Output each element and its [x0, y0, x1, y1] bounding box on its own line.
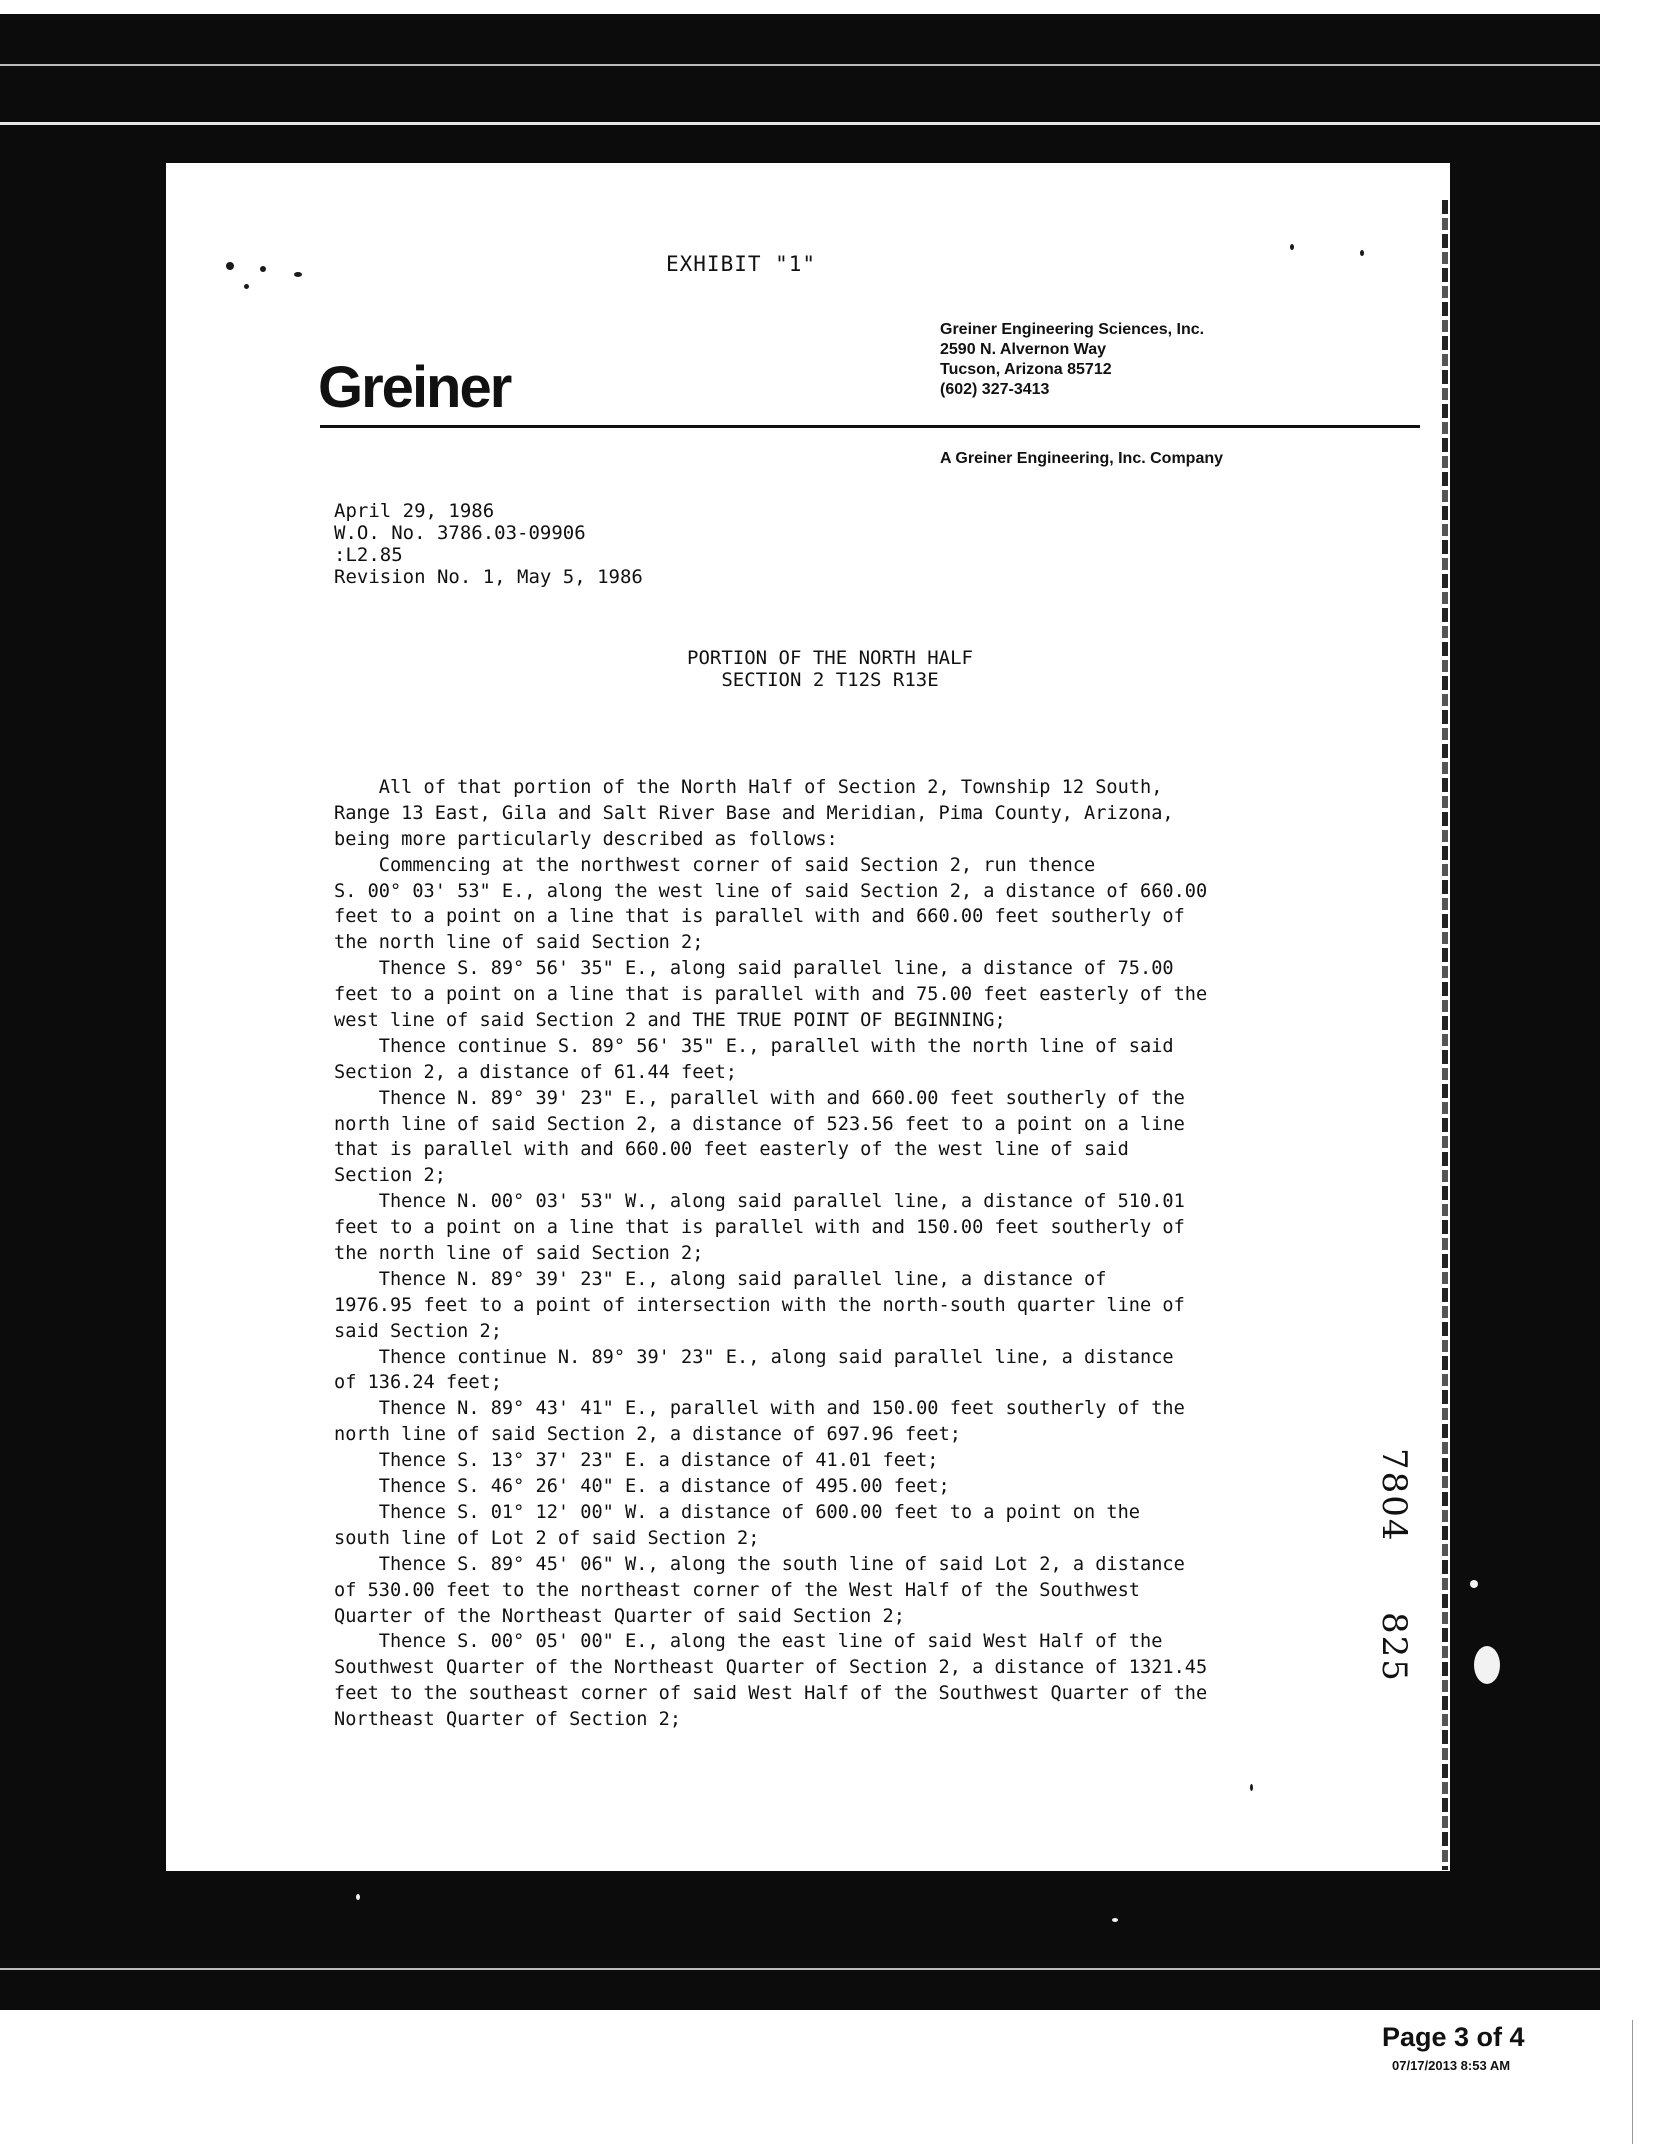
legal-text-line: Thence continue N. 89° 39' 23" E., along said parallel line, a distance: [334, 1346, 1174, 1368]
scan-artifact-line: [0, 122, 1600, 125]
legal-text-line: said Section 2;: [334, 1320, 502, 1342]
legal-text-line: Southwest Quarter of the Northeast Quarter of Section 2, a distance of 1321.45: [334, 1657, 1208, 1679]
scan-speck: [1470, 1580, 1478, 1588]
legal-text-line: Thence N. 89° 39' 23" E., along said parallel line, a distance of: [334, 1268, 1107, 1290]
scan-speck: [226, 262, 234, 270]
legal-text-line: being more particularly described as follows:: [334, 828, 838, 850]
legal-text-line: Thence S. 89° 45' 06" W., along the south line of said Lot 2, a distance: [334, 1553, 1185, 1575]
company-city: Tucson, Arizona 85712: [940, 361, 1112, 378]
title-line: SECTION 2 T12S R13E: [721, 669, 939, 691]
legal-text-line: south line of Lot 2 of said Section 2;: [334, 1527, 760, 1549]
company-street: 2590 N. Alvernon Way: [940, 341, 1106, 358]
scan-artifact-line: [0, 64, 1600, 66]
scan-speck: [260, 266, 266, 272]
legal-text-line: Thence continue S. 89° 56' 35" E., parallel with the north line of said: [334, 1035, 1174, 1057]
legal-description: [334, 775, 1334, 1733]
legal-text-line: Thence S. 00° 05' 00" E., along the east line of said West Half of the: [334, 1631, 1163, 1653]
legal-text-line: Thence N. 89° 39' 23" E., parallel with and 660.00 feet southerly of the: [334, 1087, 1185, 1109]
legal-text-line: Range 13 East, Gila and Salt River Base and Meridian, Pima County, Arizona,: [334, 802, 1174, 824]
legal-text-line: of 136.24 feet;: [334, 1372, 502, 1394]
scan-speck: [1112, 1918, 1118, 1922]
company-phone: (602) 327-3413: [940, 381, 1050, 398]
legal-text-line: Thence N. 00° 03' 53" W., along said parallel line, a distance of 510.01: [334, 1191, 1185, 1213]
document-title: [500, 647, 1160, 691]
legal-text-line: Thence S. 13° 37' 23" E. a distance of 41.01 feet;: [334, 1450, 939, 1472]
letterhead-divider: [320, 425, 1420, 428]
legal-text-line: Section 2, a distance of 61.44 feet;: [334, 1061, 737, 1083]
scan-speck: [244, 284, 249, 289]
legal-text-line: feet to a point on a line that is parallel with and 75.00 feet easterly of the: [334, 984, 1208, 1006]
legal-text-line: north line of said Section 2, a distance of 697.96 feet;: [334, 1424, 961, 1446]
legal-text-line: the north line of said Section 2;: [334, 932, 704, 954]
work-order-number: W.O. No. 3786.03-09906: [334, 522, 586, 544]
scan-speck: [294, 272, 302, 277]
scan-speck: [356, 1894, 360, 1900]
title-line: PORTION OF THE NORTH HALF: [687, 647, 973, 669]
legal-text-line: feet to the southeast corner of said West Half of the Southwest Quarter of the: [334, 1683, 1208, 1705]
legal-text-line: the north line of said Section 2;: [334, 1243, 704, 1265]
page-edge-artifact: [1442, 200, 1448, 1870]
legal-text-line: Thence N. 89° 43' 41" E., parallel with and 150.00 feet southerly of the: [334, 1398, 1185, 1420]
parent-company-line: A Greiner Engineering, Inc. Company: [940, 450, 1224, 467]
legal-text-line: that is parallel with and 660.00 feet easterly of the west line of said: [334, 1139, 1129, 1161]
legal-text-line: feet to a point on a line that is parallel with and 660.00 feet southerly of: [334, 906, 1185, 928]
legal-text-line: S. 00° 03' 53" E., along the west line of said Section 2, a distance of 660.00: [334, 880, 1208, 902]
legal-text-line: Commencing at the northwest corner of said Section 2, run thence: [334, 854, 1096, 876]
legal-text-line: Thence S. 89° 56' 35" E., along said parallel line, a distance of 75.00: [334, 958, 1174, 980]
company-name: Greiner Engineering Sciences, Inc.: [940, 321, 1205, 338]
legal-text-line: west line of said Section 2 and THE TRUE POINT OF BEGINNING;: [334, 1010, 1006, 1032]
scan-speck: [1360, 250, 1364, 256]
company-address-block: [940, 320, 1204, 400]
recording-page-number: 825: [1374, 1612, 1414, 1683]
legal-text-line: feet to a point on a line that is parallel with and 150.00 feet southerly of: [334, 1217, 1185, 1239]
legal-text-line: Thence S. 46° 26' 40" E. a distance of 495.00 feet;: [334, 1476, 950, 1498]
legal-text-line: 1976.95 feet to a point of intersection with the north-south quarter line of: [334, 1294, 1185, 1316]
recording-book-number: 7804: [1374, 1448, 1414, 1543]
legal-text-line: Northeast Quarter of Section 2;: [334, 1709, 682, 1731]
legal-text-line: Quarter of the Northeast Quarter of said Section 2;: [334, 1605, 905, 1627]
scan-artifact-line: [0, 1968, 1600, 1970]
legal-text-line: of 530.00 feet to the northeast corner of the West Half of the Southwest: [334, 1579, 1140, 1601]
scan-artifact-line: [1632, 2020, 1633, 2144]
exhibit-label: EXHIBIT "1": [666, 252, 817, 276]
document-meta: [334, 500, 643, 588]
legal-text-line: All of that portion of the North Half of Section 2, Township 12 South,: [334, 777, 1163, 798]
revision-line: Revision No. 1, May 5, 1986: [334, 566, 643, 588]
scan-speck: [1250, 1784, 1253, 1791]
company-logo: Greiner: [318, 355, 511, 420]
scan-speck: [1474, 1646, 1500, 1684]
legal-text-line: north line of said Section 2, a distance of 523.56 feet to a point on a line: [334, 1113, 1185, 1135]
legal-text-line: Section 2;: [334, 1165, 446, 1187]
scan-speck: [1290, 244, 1294, 250]
print-timestamp: 07/17/2013 8:53 AM: [1392, 2058, 1511, 2073]
page-indicator: Page 3 of 4: [1382, 2022, 1525, 2052]
reference-code: :L2.85: [334, 544, 403, 566]
legal-text-line: Thence S. 01° 12' 00" W. a distance of 600.00 feet to a point on the: [334, 1501, 1140, 1523]
document-date: April 29, 1986: [334, 500, 495, 522]
